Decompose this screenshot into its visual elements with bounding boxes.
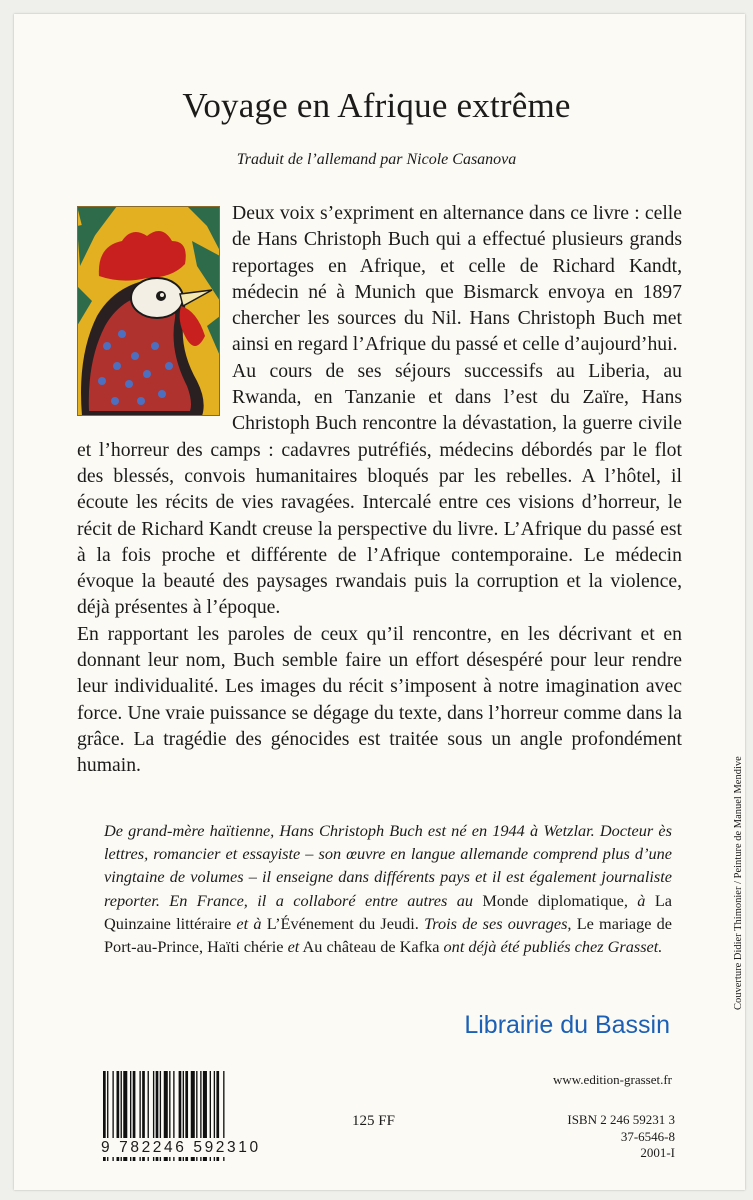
isbn-line: 2001-I	[640, 1145, 675, 1160]
price: 125 FF	[352, 1113, 395, 1129]
book-title: Voyage en Afrique extrême	[182, 86, 571, 125]
summary-paragraph-3: En rapportant les paroles de ceux qu’il rencontre, en les décrivant et en donnant leur nom, Buch semble faire un effort désespéré pour leur rendre leur individualité. Les images du récit s’imposent à notre imagination avec force. Une vraie puissance se dégage du texte, dans l’horreur comme dans la grâce. La tragédie des génocides est traitée sous un angle profondément humain.	[77, 622, 682, 777]
cover-credit: Couverture Didier Thimonier / Peinture de Manuel Mendive	[733, 756, 744, 1010]
barcode-number: 9 782246 592310	[101, 1138, 267, 1157]
translator-credit: Traduit de l’allemand par Nicole Casanova	[236, 151, 517, 168]
summary-paragraph-2: Au cours de ses séjours successifs au Liberia, au Rwanda, en Tanzanie et dans l’est du Zaïre, Hans Christoph Buch rencontre la dévastation, la guerre civile et l’horreur des camps : cadavres putréfiés, médecins débordés par le flot des blessés, convois humanitaires bloqués par les rebelles. A l’hôtel, il écoute les récits de vies ravagées. Intercalé entre ces visions d’horreur, le récit de Richard Kandt creuse la perspective du livre. L’Afrique du passé est à la fois proche et différente de l’Afrique contemporaine. Le médecin évoque la beauté des paysages rwandais puis la corruption et la violence, déjà présentes à l’époque.	[77, 359, 682, 619]
summary-paragraph-1: Deux voix s’expriment en alternance dans ce livre : celle de Hans Christoph Buch qui a effectué plusieurs grands reportages en Afrique, et celle de Richard Kandt, médecin né à Munich que Bismarck envoya en 1897 chercher les sources du Nil. Hans Christoph Buch met ainsi en regard l’Afrique du passé et celle d’aujourd’hui.	[232, 202, 682, 356]
isbn-block	[540, 1112, 675, 1162]
isbn-line: ISBN 2 246 59231 3	[567, 1112, 675, 1127]
isbn-line: 37-6546-8	[620, 1128, 675, 1144]
bookstore-watermark: Librairie du Bassin	[464, 1011, 670, 1039]
author-bio: De grand-mère haïtienne, Hans Christoph Buch est né en 1944 à Wetzlar. Docteur ès lettres, romancier et essayiste – son œuvre en langue allemande comprend plus d’une vingtaine de volumes – il enseigne dans différents pays et il est également journaliste reporter. En France, il a collaboré entre autres au Monde diplomatique, à La Quinzaine littéraire et à L’Événement du Jeudi. Trois de ses ouvrages, Le mariage de Port-au-Prince, Haïti chérie et Au château de Kafka ont déjà été publiés chez Grasset.	[104, 821, 673, 957]
summary-text	[77, 200, 682, 779]
rooster-painting	[77, 206, 232, 414]
publisher-website: www.edition-grasset.fr	[552, 1072, 672, 1087]
